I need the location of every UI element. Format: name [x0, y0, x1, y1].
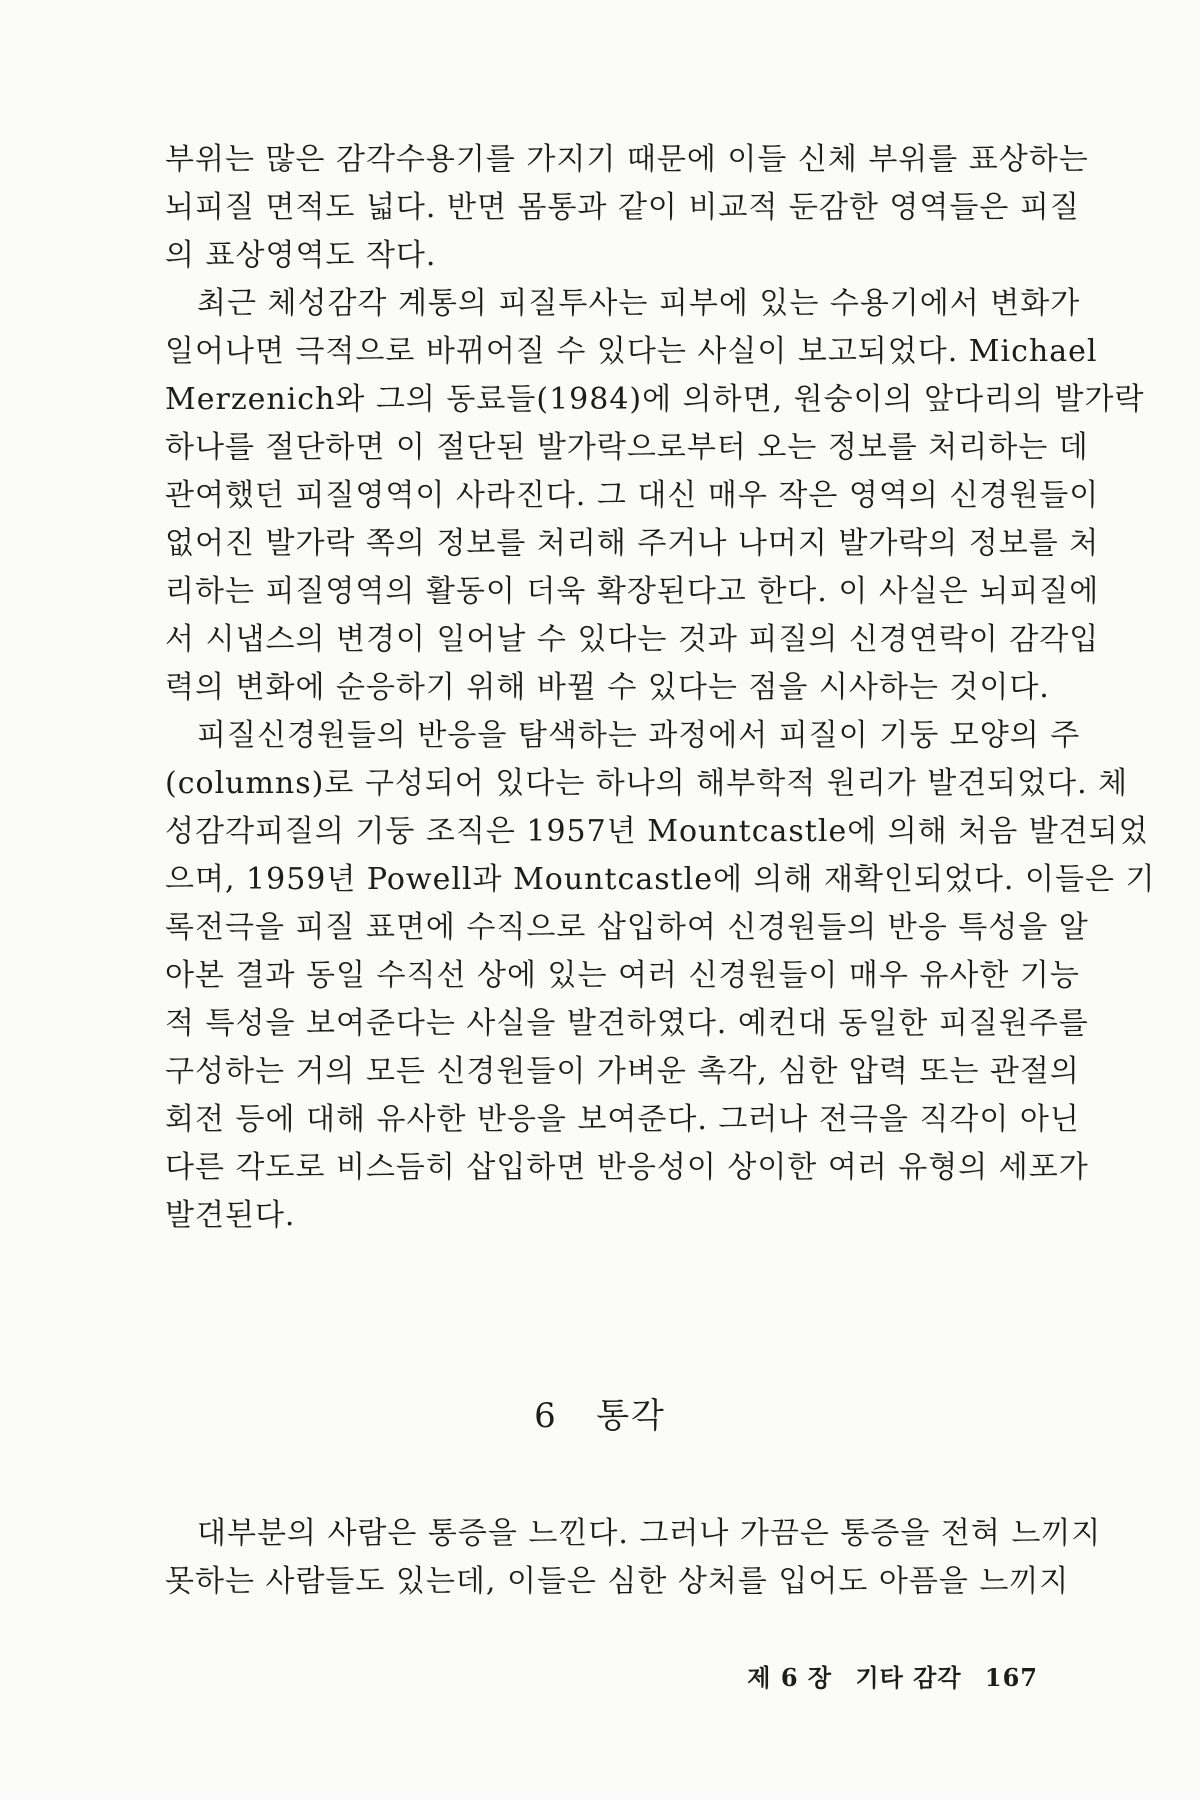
footer-chapter: 제 6 장	[747, 1663, 833, 1692]
text-line: 리하는 피질영역의 활동이 더욱 확장된다고 한다. 이 사실은 뇌피질에	[165, 574, 1100, 609]
text-line: 회전 등에 대해 유사한 반응을 보여준다. 그러나 전극을 직각이 아닌	[165, 1102, 1080, 1137]
body-text	[165, 136, 1156, 1240]
text-line: (columns)로 구성되어 있다는 하나의 해부학적 원리가 발견되었다. 체	[165, 766, 1129, 801]
text-line: 최근 체성감각 계통의 피질투사는 피부에 있는 수용기에서 변화가	[197, 286, 1081, 321]
running-footer	[747, 1658, 1038, 1693]
text-line: 의 표상영역도 작다.	[165, 238, 437, 273]
footer-title: 기타 감각	[855, 1663, 962, 1692]
text-line: 일어나면 극적으로 바뀌어질 수 있다는 사실이 보고되었다. Michael	[165, 334, 1098, 369]
text-line: 적 특성을 보여준다는 사실을 발견하였다. 예컨대 동일한 피질원주를	[165, 1006, 1089, 1041]
section-heading	[0, 1388, 1200, 1437]
text-line: 록전극을 피질 표면에 수직으로 삽입하여 신경원들의 반응 특성을 알	[165, 910, 1089, 945]
text-line: 다른 각도로 비스듬히 삽입하면 반응성이 상이한 여러 유형의 세포가	[165, 1150, 1089, 1185]
text-line: Merzenich와 그의 동료들(1984)에 의하면, 원숭이의 앞다리의 발가락	[165, 382, 1145, 417]
page-number: 167	[984, 1663, 1038, 1692]
text-line: 하나를 절단하면 이 절단된 발가락으로부터 오는 정보를 처리하는 데	[165, 430, 1089, 465]
text-line: 서 시냅스의 변경이 일어날 수 있다는 것과 피질의 신경연락이 감각입	[165, 622, 1100, 657]
text-line: 성감각피질의 기둥 조직은 1957년 Mountcastle에 의해 처음 발견되었	[165, 814, 1149, 849]
text-line: 못하는 사람들도 있는데, 이들은 심한 상처를 입어도 아픔을 느끼지	[165, 1564, 1070, 1599]
section-title: 통각	[596, 1396, 666, 1436]
section-body-text	[165, 1510, 1102, 1606]
text-line: 관여했던 피질영역이 사라진다. 그 대신 매우 작은 영역의 신경원들이	[165, 478, 1100, 513]
text-line: 아본 결과 동일 수직선 상에 있는 여러 신경원들이 매우 유사한 기능	[165, 958, 1080, 993]
text-line: 발견된다.	[165, 1198, 296, 1233]
text-line: 력의 변화에 순응하기 위해 바뀔 수 있다는 점을 시사하는 것이다.	[165, 670, 1050, 705]
text-line: 구성하는 거의 모든 신경원들이 가벼운 촉각, 심한 압력 또는 관절의	[165, 1054, 1080, 1089]
text-line: 으며, 1959년 Powell과 Mountcastle에 의해 재확인되었다. 이들은 기	[165, 862, 1156, 897]
text-line: 부위는 많은 감각수용기를 가지기 때문에 이들 신체 부위를 표상하는	[165, 142, 1089, 177]
text-line: 뇌피질 면적도 넓다. 반면 몸통과 같이 비교적 둔감한 영역들은 피질	[165, 190, 1080, 225]
section-number: 6	[534, 1396, 558, 1436]
text-line: 대부분의 사람은 통증을 느낀다. 그러나 가끔은 통증을 전혀 느끼지	[197, 1516, 1102, 1551]
text-line: 피질신경원들의 반응을 탐색하는 과정에서 피질이 기둥 모양의 주	[197, 718, 1081, 753]
text-line: 없어진 발가락 쪽의 정보를 처리해 주거나 나머지 발가락의 정보를 처	[165, 526, 1100, 561]
